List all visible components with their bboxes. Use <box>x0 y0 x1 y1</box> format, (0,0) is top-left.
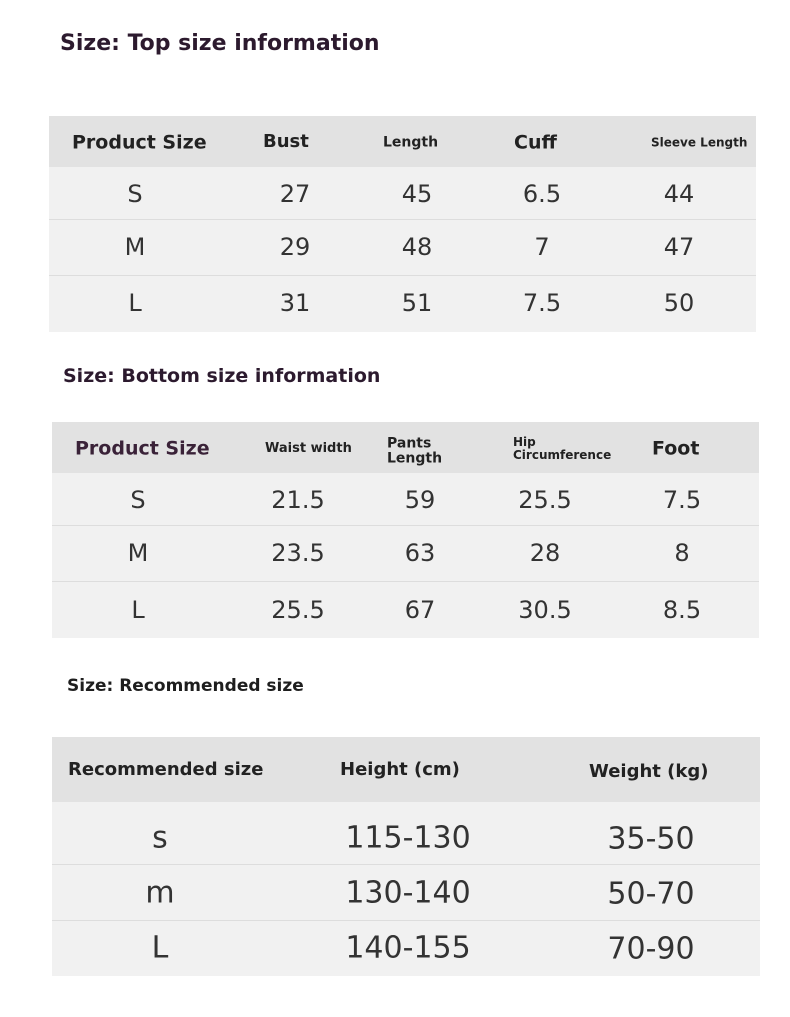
bottom-cell: 63 <box>404 538 436 567</box>
bottom-row-divider <box>52 525 759 526</box>
bottom-row-divider <box>52 581 759 582</box>
recommended-size-title: Size: Recommended size <box>67 676 304 696</box>
bottom-cell: 7.5 <box>662 485 702 514</box>
recommended-cell: L <box>151 930 169 966</box>
recommended-header-weight: Weight (kg) <box>589 761 709 783</box>
bottom-header-foot: Foot <box>652 437 700 460</box>
bottom-cell: M <box>127 538 149 567</box>
recommended-header-height: Height (cm) <box>340 759 460 781</box>
top-cell: 31 <box>279 288 311 317</box>
bottom-cell: 30.5 <box>518 595 572 624</box>
top-cell: 7.5 <box>522 288 562 317</box>
bottom-header-product-size: Product Size <box>75 437 210 460</box>
bottom-cell: 23.5 <box>271 538 325 567</box>
recommended-cell: 130-140 <box>345 875 471 911</box>
top-cell: 48 <box>401 232 433 261</box>
bottom-header-hip-circumference: Hip Circumference <box>513 434 612 462</box>
top-cell: 50 <box>663 288 695 317</box>
top-cell: 29 <box>279 232 311 261</box>
bottom-cell: 25.5 <box>271 595 325 624</box>
top-header-length: Length <box>383 134 439 151</box>
top-size-title: Size: Top size information <box>60 31 380 56</box>
bottom-header-waist-width: Waist width <box>265 440 352 456</box>
bottom-cell: 25.5 <box>518 485 572 514</box>
top-header-bust: Bust <box>263 131 309 153</box>
top-cell: 7 <box>534 232 550 261</box>
top-cell: 47 <box>663 232 695 261</box>
recommended-cell: 50-70 <box>607 876 695 912</box>
bottom-cell: L <box>131 595 145 624</box>
top-cell: 27 <box>279 179 311 208</box>
top-cell: 44 <box>663 179 695 208</box>
top-cell: S <box>127 179 143 208</box>
bottom-cell: 21.5 <box>271 485 325 514</box>
bottom-cell: 8.5 <box>662 595 702 624</box>
bottom-cell: S <box>130 485 146 514</box>
top-header-cuff: Cuff <box>514 131 557 154</box>
recommended-cell: 115-130 <box>345 820 471 856</box>
recommended-size-table <box>52 737 760 976</box>
top-cell: 6.5 <box>522 179 562 208</box>
top-cell: 45 <box>401 179 433 208</box>
recommended-header-size: Recommended size <box>68 759 264 781</box>
top-header-sleeve-length: Sleeve Length <box>651 135 748 150</box>
top-cell: L <box>128 288 142 317</box>
top-cell: M <box>124 232 146 261</box>
recommended-cell: 140-155 <box>345 930 471 966</box>
recommended-row-divider <box>52 864 760 865</box>
top-cell: 51 <box>401 288 433 317</box>
bottom-cell: 59 <box>404 485 436 514</box>
bottom-size-table <box>52 422 759 638</box>
bottom-size-title: Size: Bottom size information <box>63 365 381 387</box>
bottom-header-pants-length: Pants Length <box>387 435 443 467</box>
bottom-cell: 67 <box>404 595 436 624</box>
top-header-product-size: Product Size <box>72 131 207 154</box>
recommended-cell: 35-50 <box>607 821 695 857</box>
top-size-table <box>49 116 756 332</box>
recommended-row-divider <box>52 920 760 921</box>
bottom-cell: 8 <box>674 538 690 567</box>
recommended-cell: m <box>145 875 175 911</box>
recommended-cell: s <box>152 820 168 856</box>
top-row-divider <box>49 219 756 220</box>
top-row-divider <box>49 275 756 276</box>
bottom-cell: 28 <box>529 538 561 567</box>
recommended-cell: 70-90 <box>607 931 695 967</box>
